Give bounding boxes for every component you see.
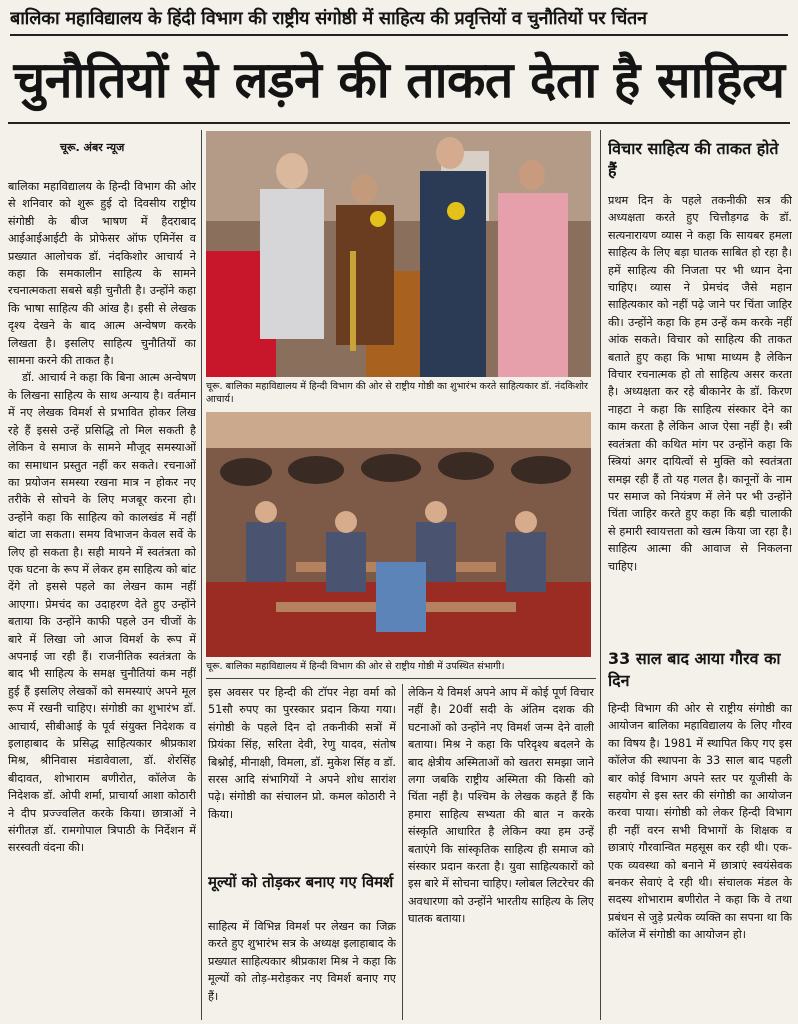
column-4-lower [608,700,792,1020]
photo-bottom-rule [206,678,596,679]
headline-rule [8,122,790,124]
kicker-headline: बालिका महाविद्यालय के हिंदी विभाग की राष्ट्रीय संगोष्ठी में साहित्य की प्रवृत्तियों व चुनौतियों पर चिंतन [10,4,788,36]
lamp-lighting-illustration [206,131,591,377]
column-2-lower [208,918,396,1020]
column-1-paragraph-1: बालिका महाविद्यालय के हिन्दी विभाग की ओर से शनिवार को शुरू हुई दो दिवसीय राष्ट्रीय संगोष्ठी के बीज भाषण में हैदराबाद आईआईआईटी के प्रोफेसर ऑफ एमिनेंस व प्रख्यात आलोचक डॉ. नंदकिशोर आचार्य ने कहा कि समकालीन साहित्य के सामने रचनात्मकता सबसे बड़ी चुनौती है। उन्होंने कहा कि भाषा साहित्य की आंख है। इसी से लेखक दृश्य देखने के बाद आत्म अन्वेषण करके लिखता है। इसलिए साहित्य चुनौतियों का सामना करने की ताकत है। [8,180,196,368]
main-headline: चुनौतियों से लड़ने की ताकत देता है साहित्य [13,51,785,109]
photo-lamp-lighting [206,131,591,377]
column-divider-2 [402,684,403,1020]
subheading-33-years: 33 साल बाद आया गौरव का दिन [608,649,781,690]
photo-1-caption: चूरू. बालिका महाविद्यालय में हिन्दी विभाग की ओर से राष्ट्रीय गोष्ठी का शुभारंभ करते साहित्यकार डॉ. नंदकिशोर आचार्य। [206,381,588,405]
column-2-paragraph-1: इस अवसर पर हिन्दी की टॉपर नेहा वर्मा को 51सौ रुपए का पुरस्कार प्रदान किया गया। संगोष्ठी के पहले दिन दो तकनीकी सत्रों में प्रियंका सिंह, सरिता देवी, रेणु यादव, संतोष बिश्नोई, मीनाक्षी, विमला, डॉ. मुकेश सिंह व डॉ. सरस आदि संभागियों ने अपने शोध सारांश पढ़े। संगोष्ठी का संचालन प्रो. कमल कोठारी ने किया। [208,686,396,821]
byline: चूरू. अंबर न्यूज [60,141,125,154]
column-1-paragraph-2: डॉ. आचार्य ने कहा कि बिना आत्म अन्वेषण के लिखना साहित्य के साथ अन्याय है। वर्तमान में नए लेखक विमर्श से प्रभावित होकर लिख रहे हैं इससे उन्हें प्रसिद्धि तो मिल सकती है लेकिन वे समाज के सामने मौजूद समस्याओं का समाधान प्रस्तुत नहीं कर सकते। रचनाओं का प्रयोजन समस्या रखना मात्र न होकर नए तरीके से सोचने के लिए मजबूर करना हो। उन्होंने कहा कि साहित्य को कालखंड में नहीं बांटा जा सकता। समय विभाजन केवल सर्वे के लिए हो सकता है। सही मायने में स्वतंत्रता को एक घटना के रूप में लेकर हम साहित्य को बांट देंगे तो इससे पहले का लेखन काम नहीं आएगा। प्रेमचंद का उदाहरण देते हुए उन्होंने बताया कि उन्होंने काफी पहले उन चीजों के बारे में लिखा जो आज विमर्श के रूप में अपनाई जा रही हैं। राजनीतिक स्वतंत्रता के बाद भी साहित्य के समक्ष चुनौतियां कम नहीं हुई हैं इसलिए लेखकों को समस्याएं अपने मूल रूप में रखनी चाहिए। संगोष्ठी का शुभारंभ डॉ. आचार्य, सीबीआई के पूर्व संयुक्त निदेशक व इलाहाबाद के प्रसिद्ध साहित्यकार श्रीप्रकाश मिश्र, श्रीनिवास मंडावेवाला, डॉ. शेरसिंह बीदावत, शोभाराम बणीरोत, कॉलेज के निदेशक डॉ. ओपी शर्मा, प्राचार्या आशा कोठारी ने दीप प्रज्ज्वलित करके किया। छात्राओं ने संगीतज्ञ डॉ. रामगोपाल त्रिपाठी के निर्देशन में सरस्वती वंदना की। [8,371,196,855]
column-4-paragraph-2: हिन्दी विभाग की ओर से राष्ट्रीय संगोष्ठी का आयोजन बालिका महाविद्यालय के लिए गौरव का विषय है। 1981 में स्थापित किए गए इस कॉलेज की स्थापना के 33 साल बाद पहली बार कोई विभाग अपने स्तर पर यूजीसी के सहयोग से इस स्तर की संगोष्ठी का आयोजन करवा पाया। संगोष्ठी को लेकर हिन्दी विभाग ही नहीं वरन सभी विभागों के शिक्षक व छात्राएं गौरवान्वित महसूस कर रही थी। एक-एक व्यवस्था को बनाने में छात्राएं स्वयंसेवक बनकर सेवाएं दे रही थी। संचालक मंडल के सदस्य शोभाराम बणीरोत ने कहा कि वे तथा प्रबंधन से जुड़े प्रत्येक व्यक्ति का सपना था कि कॉलेज में संगोष्ठी का आयोजन हो। [608,702,792,942]
column-3-paragraph-1: लेकिन ये विमर्श अपने आप में कोई पूर्ण विचार नहीं है। 20वीं सदी के अंतिम दशक की घटनाओं को उन्होंने नए विमर्श जन्म देने वाली बताया। मिश्र ने कहा कि परिदृश्य बदलने के बाद क्षेत्रीय अस्मिताओं को खतरा समझा जाने लगा जबकि राष्ट्रीय अस्मिता की किसी को चिंता नहीं है। पश्चिम के लेखक कहते हैं कि हमारा साहित्य सभ्यता की बात न करके संस्कृति आधारित है लेकिन क्या हम उन्हें बताएंगे कि सांस्कृतिक साहित्य ही समाज को संस्कार प्रदान करता है। युवा साहित्यकारों को इस बारे में सोचना चाहिए। ग्लोबल लिटरेचर की अवधारणा को उन्होंने भारतीय साहित्य के लिए घातक बताया। [408,686,594,926]
photo-2-caption: चूरू. बालिका महाविद्यालय में हिन्दी विभाग की ओर से राष्ट्रीय गोष्ठी में उपस्थित संभागी। [206,661,505,672]
subheading-values: मूल्यों को तोड़कर बनाए गए विमर्श [208,873,394,891]
column-2 [208,684,396,870]
column-divider-1 [201,130,202,1020]
audience-illustration [206,412,591,657]
photo-audience [206,412,591,657]
column-4 [608,192,792,644]
subheading-thoughts: विचार साहित्य की ताकत होते हैं [608,139,779,180]
column-4-paragraph-1: प्रथम दिन के पहले तकनीकी सत्र की अध्यक्षता करते हुए चित्तौड़गढ के डॉ. सत्यनारायण व्यास ने कहा कि सायबर हमला साहित्य के लिए बड़ा घातक साबित हो रहा है। हमें साहित्य की निजता पर भी ध्यान देना चाहिए। व्यास ने प्रेमचंद जैसे महान साहित्यकार को नहीं पढ़े जाने पर चिंता जाहिर की। उन्होंने कहा कि हम उन्हें कम करके नहीं आंक सकते। विचार को साहित्य की ताकत बताते हुए कहा कि भाषा माध्यम है लेकिन विचार रचनात्मक हो तो साहित्य असर करता है। अध्यक्षता कर रहे बीकानेर के डॉ. किरण नाहटा ने कहा कि साहित्य संस्कार देने का काम करता है लेकिन आज ऐसा नहीं है। स्त्री स्वतंत्रता की कथित मांग पर उन्होंने कहा कि स्त्रियां अगर दायित्वों से मुक्ति को स्वतंत्रता समझ रही हैं तो यह गलत है। कानूनों के नाम पर समाज को नियंत्रण में लेने पर भी उन्होंने चिंता जाहिर करते हुए कहा कि बड़ी चालाकी से हमारी स्वायत्तता को खत्म किया जा रहा है। साहित्य आत्मा की आवाज से निकलना चाहिए। [608,194,792,573]
column-2-paragraph-2: साहित्य में विभिन्न विमर्श पर लेखन का जिक्र करते हुए शुभारंभ सत्र के अध्यक्ष इलाहाबाद के प्रख्यात साहित्यकार श्रीप्रकाश मिश्र ने कहा कि मूल्यों को तोड़-मरोड़कर नए विमर्श बनाए गए हैं। [208,920,396,1003]
column-1 [8,178,196,1020]
column-divider-3 [600,130,601,1020]
column-3 [408,684,594,1018]
